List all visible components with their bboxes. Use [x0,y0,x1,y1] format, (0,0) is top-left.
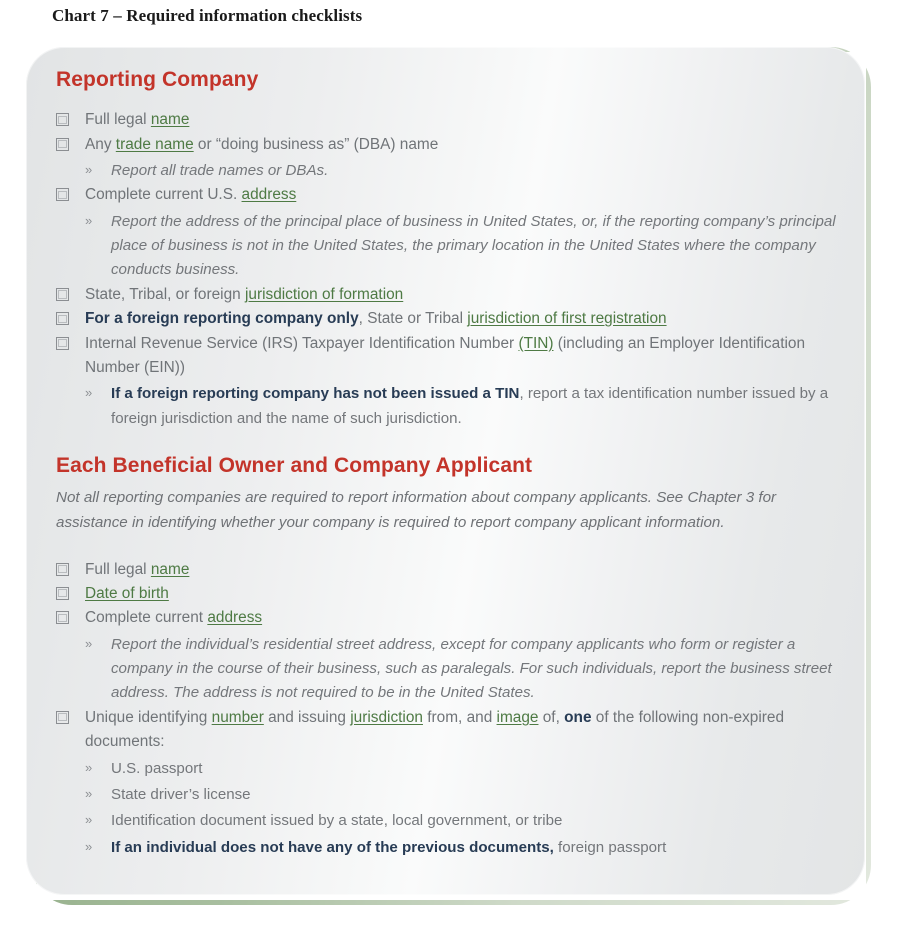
text-run: Report the individual’s residential street address, except for company applicants who form or register a company in the course of their business, such as paralegals. For such individuals, report the business street address. The address is not required to be in the United States. [111,635,832,702]
glossary-term-link[interactable]: jurisdiction of first registration [467,310,667,328]
checklist-reporting-company [56,108,846,431]
text-run: from, and [422,708,497,726]
sub-bullet-row [56,210,846,283]
text-run: of, [538,708,565,726]
checklist-item-text [85,606,846,630]
sub-bullet-text [111,836,846,860]
list-item [56,558,846,582]
chart-caption: Chart 7 – Required information checklists [52,6,363,25]
glossary-term-link[interactable]: jurisdiction of formation [244,285,404,303]
checklist-row[interactable] [56,558,846,582]
sub-bullet-text [111,633,846,706]
text-run: Any [85,135,116,153]
checklist-item-text [85,332,846,381]
glossary-term-link[interactable]: (TIN) [518,334,554,352]
checkbox-empty-icon[interactable] [56,138,69,151]
checklist-row[interactable] [56,307,846,331]
list-item [56,108,846,132]
double-angle-bullet-icon: » [85,635,93,651]
checkbox-empty-icon[interactable] [56,113,69,126]
text-run: Report the address of the principal place of business in United States, or, if the reporting company’s principal place of business is not in the United States, the primary location in the United States where the company conducts business. [111,212,836,279]
sub-bullet-text [111,757,846,781]
text-run: and issuing [263,708,351,726]
emphasis-text: For a foreign reporting company only [85,310,359,328]
sub-bullet-text [111,159,846,183]
sub-bullet-row [56,757,846,781]
section-spacer [56,431,846,453]
text-run: , State or Tribal [358,310,468,328]
double-angle-bullet-icon: » [85,212,93,228]
text-run: Complete current U.S. [85,186,242,204]
checkbox-empty-icon[interactable] [56,611,69,624]
glossary-term-link[interactable]: address [207,609,263,627]
list-item [56,183,846,283]
checklist-row[interactable] [56,332,846,381]
double-angle-bullet-icon: » [85,161,93,177]
checklist-row[interactable] [56,133,846,157]
checklist-beneficial-owner [56,558,846,861]
text-run: Full legal [85,560,151,578]
checklist-row[interactable] [56,108,846,132]
emphasis-text: If a foreign reporting company has not been issued a TIN [111,385,520,403]
sub-bullet-text [111,809,846,833]
sub-bullet-row [56,382,846,431]
checkbox-empty-icon[interactable] [56,587,69,600]
list-item [56,307,846,331]
section-note: Not all reporting companies are required to report information about company applicants. See Chapter 3 for assistance in identifying whether your company is required to report company applicant information. [56,489,777,531]
text-run: foreign passport [553,838,667,856]
text-run: Complete current [85,609,208,627]
sub-bullet-text [111,210,846,283]
double-angle-bullet-icon: » [85,385,93,401]
text-run: Internal Revenue Service (IRS) Taxpayer Identification Number [85,334,519,352]
list-item [56,606,846,706]
double-angle-bullet-icon: » [85,759,93,775]
sub-bullet-row [56,836,846,860]
glossary-term-link[interactable]: address [241,186,297,204]
checklist-row[interactable] [56,582,846,606]
checklist-item-text [85,133,846,157]
section-title-reporting-company: Reporting Company [56,68,259,91]
checkbox-empty-icon[interactable] [56,563,69,576]
checklist-row[interactable] [56,606,846,630]
glossary-term-link[interactable]: image [496,708,539,726]
sub-bullet-row [56,783,846,807]
double-angle-bullet-icon: » [85,838,93,854]
glossary-term-link[interactable]: number [211,708,264,726]
list-item [56,706,846,860]
section-title-beneficial-owner: Each Beneficial Owner and Company Applicant [56,454,533,478]
checklist-item-text [85,183,846,207]
text-run: State, Tribal, or foreign [85,285,245,303]
panel-body [26,47,865,895]
text-run: Full legal [85,111,151,129]
sub-bullet-row [56,633,846,706]
checklist-row[interactable] [56,706,846,755]
double-angle-bullet-icon: » [85,812,93,828]
list-item [56,582,846,606]
text-run: Identification document issued by a state, local government, or tribe [111,812,563,830]
checklist-item-text [85,582,846,606]
checklist-item-text [85,558,846,582]
checklist-row[interactable] [56,283,846,307]
title-spacer [56,92,846,102]
checklist-content [56,67,846,860]
sub-bullet-text [111,382,846,431]
sub-bullet-text [111,783,846,807]
note-spacer [56,536,846,552]
text-run: State driver’s license [111,785,251,803]
checkbox-empty-icon[interactable] [56,337,69,350]
checklist-item-text [85,307,846,331]
list-item [56,283,846,307]
checklist-row[interactable] [56,183,846,207]
sub-bullet-row [56,809,846,833]
double-angle-bullet-icon: » [85,785,93,801]
checklist-item-text [85,706,846,755]
text-run: , report a tax identification number issued by a foreign jurisdiction and the name of such jurisdiction. [111,385,829,427]
text-run: (including an Employer Identification Number (EIN)) [85,334,806,376]
emphasis-text: one [564,708,592,726]
checkbox-empty-icon[interactable] [56,711,69,724]
checkbox-empty-icon[interactable] [56,288,69,301]
glossary-term-link[interactable]: name [150,560,190,578]
glossary-term-link[interactable]: Date of birth [85,584,169,602]
text-run: U.S. passport [111,759,203,777]
glossary-term-link[interactable]: jurisdiction [350,708,423,726]
list-item [56,332,846,432]
sub-bullet-row [56,159,846,183]
text-run: of the following non-expired documents: [85,708,785,751]
checklist-item-text [85,108,846,132]
emphasis-text: If an individual does not have any of the previous documents, [111,838,554,856]
glossary-term-link[interactable]: trade name [115,135,194,153]
checklist-item-text [85,283,846,307]
glossary-term-link[interactable]: name [150,111,190,129]
list-item [56,133,846,184]
checkbox-empty-icon[interactable] [56,188,69,201]
checklist-panel [26,47,871,909]
text-run: Unique identifying [85,708,212,726]
text-run: Report all trade names or DBAs. [111,161,329,179]
checkbox-empty-icon[interactable] [56,312,69,325]
text-run: or “doing business as” (DBA) name [193,135,439,153]
